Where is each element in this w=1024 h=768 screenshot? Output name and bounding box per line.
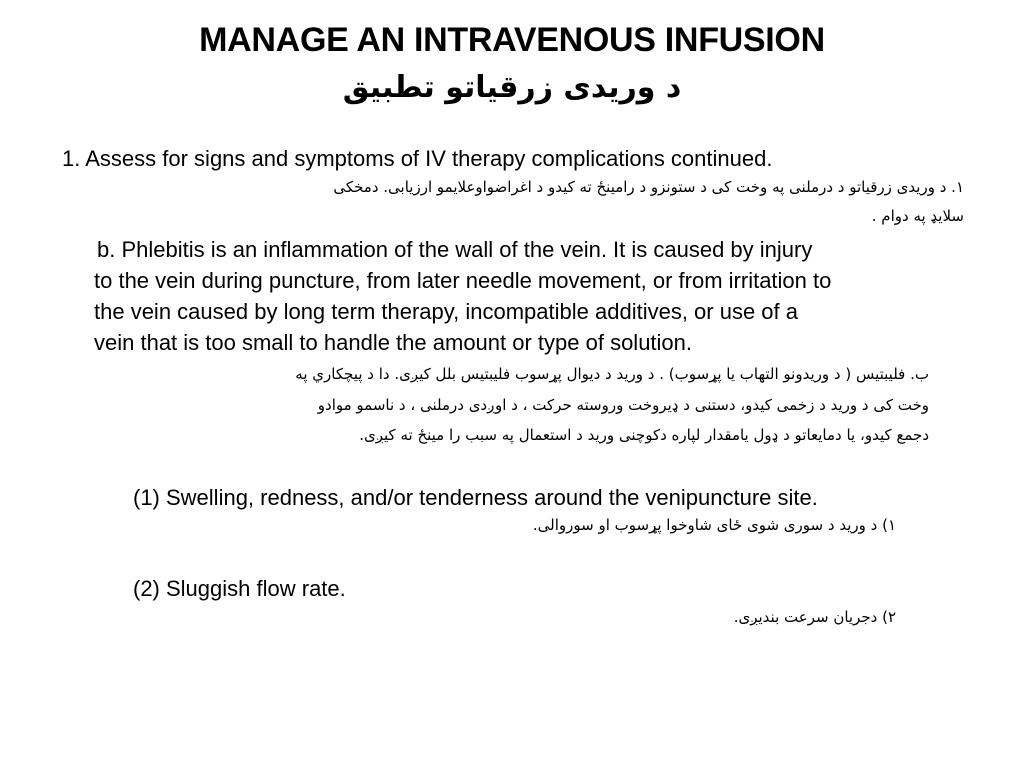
item-b-english-line-3: the vein caused by long term therapy, incompatible additives, or use of a — [94, 299, 798, 324]
subitem-2-english: (2) Sluggish flow rate. — [133, 576, 346, 601]
slide-title: MANAGE AN INTRAVENOUS INFUSION — [199, 21, 825, 59]
subitem-1-pashto: ۱) د ورید د سوری شوی ځای شاوخوا پړسوب او سوروالی. — [532, 516, 896, 534]
subitem-2-pashto: ۲) دجریان سرعت بندیږی. — [733, 608, 896, 626]
item-1-pashto-line-2: سلایډ په دوام . — [871, 207, 964, 225]
subitem-1-english: (1) Swelling, redness, and/or tenderness around the venipuncture site. — [133, 485, 818, 510]
item-b-pashto-line-2: وخت کی د ورید د زخمی کیدو، دستنی د ډیروخت وروسته حرکت ، د اوږدی درملنی ، د ناسمو موادو — [317, 396, 929, 414]
item-b-pashto-line-3: دجمع کیدو، یا دمایعاتو د ډول یامقدار لپاره دکوچنی ورید د استعمال په سبب را مینځ ته کیږی. — [359, 426, 929, 444]
item-b-pashto-line-1: ب. فلیبتیس ( د وریدونو التهاب یا پړسوب) . د ورید د دیوال پړسوب فلیبتیس بلل کیږی. دا د پیچکاري په — [295, 365, 929, 383]
item-1-english: 1. Assess for signs and symptoms of IV therapy complications continued. — [62, 146, 773, 171]
item-b-english-line-1: b. Phlebitis is an inflammation of the wall of the vein. It is caused by injury — [97, 237, 813, 262]
slide-title-pashto: د وریدی زرقیاتو تطبیق — [342, 70, 682, 105]
item-b-english-line-4: vein that is too small to handle the amount or type of solution. — [94, 330, 693, 355]
item-1-pashto-line-1: ۱. د وریدی زرقیاتو د درملنی په وخت کی د ستونزو د رامینځ ته کیدو د اغراضواوعلایمو ارزیابی. دمخکی — [333, 178, 964, 196]
item-b-english-line-2: to the vein during puncture, from later needle movement, or from irritation to — [94, 268, 832, 293]
